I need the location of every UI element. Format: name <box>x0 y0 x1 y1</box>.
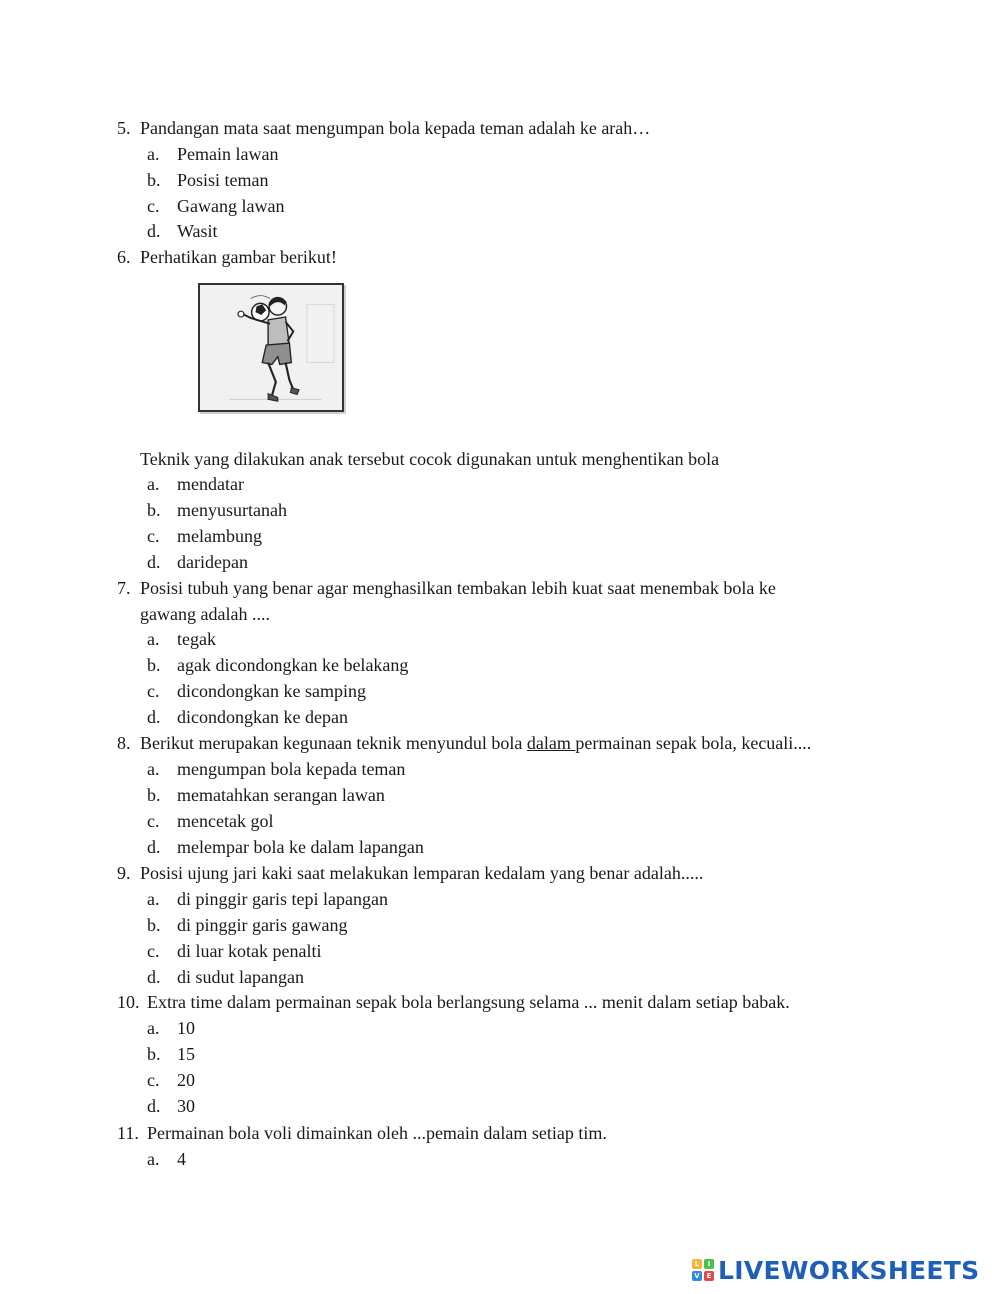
option-text: mematahkan serangan lawan <box>177 785 385 805</box>
option-text: daridepan <box>177 552 248 572</box>
heading-ball-illustration <box>198 283 344 412</box>
logo-block: I <box>704 1259 714 1269</box>
question-number: 7. <box>117 578 131 598</box>
option-text: 10 <box>177 1018 195 1038</box>
option-letter: d. <box>147 1096 161 1116</box>
option-letter: a. <box>147 629 160 649</box>
option-letter: c. <box>147 196 160 216</box>
option-text: di pinggir garis tepi lapangan <box>177 889 388 909</box>
option-letter: c. <box>147 1070 160 1090</box>
logo-blocks-icon <box>692 1259 714 1281</box>
question-text: Posisi ujung jari kaki saat melakukan lemparan kedalam yang benar adalah..... <box>140 863 704 883</box>
option-text: tegak <box>177 629 216 649</box>
option-text: melempar bola ke dalam lapangan <box>177 837 424 857</box>
option-letter: d. <box>147 837 161 857</box>
option-letter: a. <box>147 759 160 779</box>
option-letter: b. <box>147 785 161 805</box>
option-letter: c. <box>147 941 160 961</box>
question-number: 6. <box>117 247 131 267</box>
option-letter: b. <box>147 655 161 675</box>
option-text: Wasit <box>177 221 218 241</box>
option-text: di luar kotak penalti <box>177 941 322 961</box>
option-text: 4 <box>177 1149 186 1169</box>
option-text: mengumpan bola kepada teman <box>177 759 406 779</box>
option-letter: c. <box>147 811 160 831</box>
question-text-continued: gawang adalah .... <box>140 604 270 624</box>
option-text: di sudut lapangan <box>177 967 304 987</box>
option-letter: d. <box>147 221 161 241</box>
option-text: di pinggir garis gawang <box>177 915 348 935</box>
question-followup-text: Teknik yang dilakukan anak tersebut cocok digunakan untuk menghentikan bola <box>140 449 720 469</box>
question-number: 11. <box>117 1123 139 1143</box>
option-text: 15 <box>177 1044 195 1064</box>
option-letter: a. <box>147 1018 160 1038</box>
question-text: Posisi tubuh yang benar agar menghasilkan tembakan lebih kuat saat menembak bola ke <box>140 578 776 598</box>
question-number: 9. <box>117 863 131 883</box>
logo-text: LIVEWORKSHEETS <box>718 1255 980 1285</box>
option-text: 20 <box>177 1070 195 1090</box>
logo-block: E <box>704 1271 714 1281</box>
option-letter: a. <box>147 1149 160 1169</box>
option-letter: b. <box>147 500 161 520</box>
question-text: Pandangan mata saat mengumpan bola kepada teman adalah ke arah… <box>140 118 651 138</box>
option-text: menyusurtanah <box>177 500 287 520</box>
option-text: dicondongkan ke samping <box>177 681 366 701</box>
option-text: 30 <box>177 1096 195 1116</box>
option-text: agak dicondongkan ke belakang <box>177 655 409 675</box>
player-heading-ball-icon <box>200 285 342 410</box>
option-letter: b. <box>147 1044 161 1064</box>
option-text: Gawang lawan <box>177 196 285 216</box>
option-letter: a. <box>147 889 160 909</box>
option-letter: b. <box>147 170 161 190</box>
option-letter: c. <box>147 681 160 701</box>
option-letter: d. <box>147 552 161 572</box>
question-text: Permainan bola voli dimainkan oleh ...pemain dalam setiap tim. <box>147 1123 607 1143</box>
option-text: mencetak gol <box>177 811 274 831</box>
option-text: mendatar <box>177 474 244 494</box>
option-text: Pemain lawan <box>177 144 279 164</box>
question-text: Perhatikan gambar berikut! <box>140 247 337 267</box>
option-letter: b. <box>147 915 161 935</box>
liveworksheets-logo <box>692 1256 979 1284</box>
question-number: 8. <box>117 733 131 753</box>
option-letter: d. <box>147 707 161 727</box>
logo-block: L <box>692 1259 702 1269</box>
question-text <box>140 732 811 754</box>
question-text: Extra time dalam permainan sepak bola berlangsung selama ... menit dalam setiap babak. <box>147 992 790 1012</box>
question-text-part: Berikut merupakan kegunaan teknik menyundul bola <box>140 733 527 753</box>
option-text: melambung <box>177 526 262 546</box>
question-number: 5. <box>117 118 131 138</box>
logo-block: V <box>692 1271 702 1281</box>
option-text: Posisi teman <box>177 170 269 190</box>
question-number: 10. <box>117 992 140 1012</box>
option-letter: c. <box>147 526 160 546</box>
question-text-part: permainan sepak bola, kecuali.... <box>575 733 812 753</box>
option-text: dicondongkan ke depan <box>177 707 348 727</box>
option-letter: a. <box>147 474 160 494</box>
option-letter: d. <box>147 967 161 987</box>
option-letter: a. <box>147 144 160 164</box>
question-text-underlined: dalam <box>526 733 576 753</box>
